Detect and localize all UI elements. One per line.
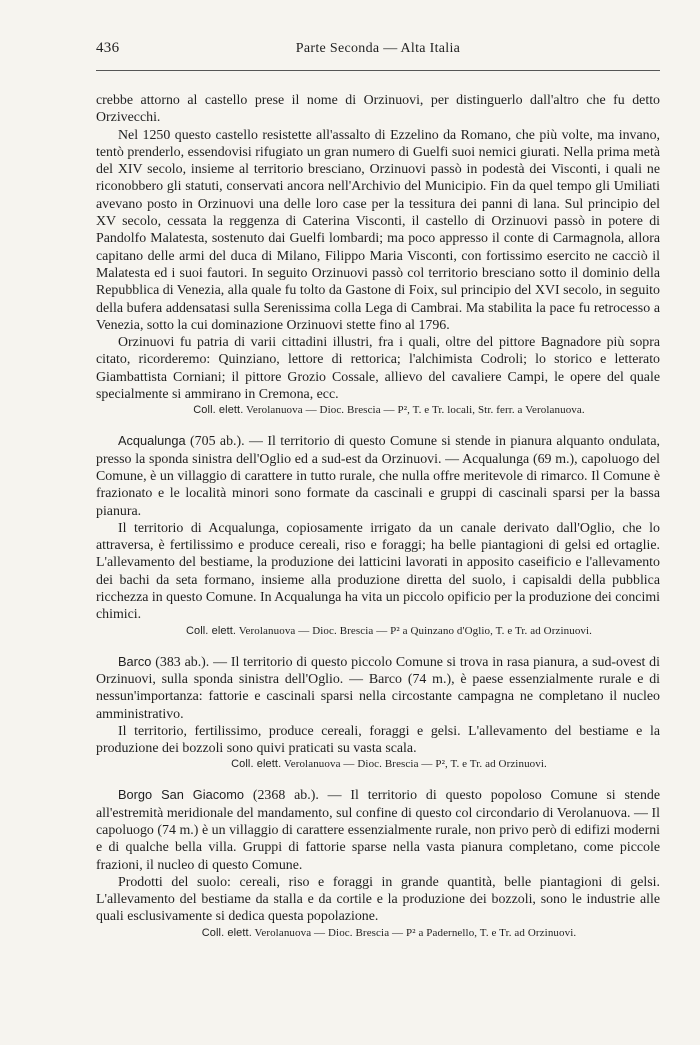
coll-details: Verolanuova — Dioc. Brescia — P², T. e Tr. locali, Str. ferr. a Verolanuova. — [246, 404, 585, 417]
coll-label: Coll. elett. — [201, 926, 252, 939]
running-title: Parte Seconda — Alta Italia — [295, 41, 461, 56]
coll-details: Verolanuova — Dioc. Brescia — P² a Padernello, T. e Tr. ad Orzinuovi. — [254, 926, 577, 939]
entry-text: (705 ab.). — Il territorio di questo Comune si stende in pianura alquanto ondulata, presso la sponda sinistra dell'Oglio ed a sud-est da Orzinuovi. — Acqualunga (69 m.), capoluogo del Comune, è un villaggio di carattere in tutto rurale, che nulla offre meritevole di rimarco. Il Comune è frazionato e le località minori sono formate da cascinali e gruppi di cascinali sparsi per la bassa pianura. — [96, 434, 660, 519]
electoral-info — [96, 624, 660, 639]
coll-details: Verolanuova — Dioc. Brescia — P² a Quinzano d'Oglio, T. e Tr. ad Orzinuovi. — [238, 624, 593, 637]
entry-title: Acqualunga — [118, 433, 186, 449]
coll-label: Coll. elett. — [185, 624, 237, 637]
header-rule — [96, 70, 660, 71]
entry-acqualunga — [96, 432, 660, 638]
electoral-info — [96, 757, 660, 772]
entry-title: Borgo San Giacomo — [118, 787, 244, 803]
page-body — [96, 92, 660, 941]
paragraph: Nel 1250 questo castello resistette all'assalto di Ezzelino da Romano, che più volte, ma invano, tentò prenderlo, essendovisi rifugiato un gran numero di Guelfi suoi nemici giurati. Nella prima metà del XIV secolo, insieme al territorio bresciano, Orzinuovi passò in podestà dei Visconti, i quali ne riconobbero gli statuti, conservati ancora nell'Archivio del Municipio. Fin da quel tempo gli Umiliati avevano posto in Orzinuovi una delle loro case per la tessitura dei panni di lana. Sul principio del XV secolo, cessata la reggenza di Caterina Visconti, il castello di Orzinuovi passò in potere di Pandolfo Malatesta, sostenuto dai Guelfi lombardi; ma poco appresso il conte di Carmagnola, allora capitano delle armi del duca di Milano, Filippo Maria Visconti, con fortissimo esercito ne cacciò il Malatesta ed i suoi fautori. In seguito Orzinuovi passò col territorio bresciano sotto il dominio della Repubblica di Venezia, alla quale fu tolto da Gastone di Foix, sul principio del XVI secolo, in seguito della bufera addensatasi sulla Serenissima colla Lega di Cambrai. Ma stabilita la pace fu retrocesso a Venezia, sotto la cui dominazione Orzinuovi stette fino al 1796. — [96, 127, 660, 333]
section-orzinuovi-continued — [96, 92, 660, 418]
paragraph: Il territorio, fertilissimo, produce cereali, foraggi e gelsi. L'allevamento del bestiame e la produzione dei bozzoli sono quivi praticati su vasta scala. — [96, 723, 660, 757]
page-header — [96, 40, 660, 62]
entry-text: (383 ab.). — Il territorio di questo piccolo Comune si trova in rasa pianura, a sud-ovest di Orzinuovi, sulla sponda sinistra dell'Oglio. — Barco (74 m.), è paese essenzialmente rurale e di nessun'importanza: fattorie e cascinali sparsi nella circostante campagna ne completano il nucleo amministrativo. — [96, 654, 660, 722]
coll-label: Coll. elett. — [231, 758, 282, 771]
electoral-info — [96, 926, 660, 941]
page-number: 436 — [96, 40, 120, 56]
entry-barco — [96, 653, 660, 773]
coll-details: Verolanuova — Dioc. Brescia — P², T. e Tr. ad Orzinuovi. — [283, 758, 547, 771]
paragraph — [96, 432, 660, 519]
coll-label: Coll. elett. — [193, 404, 244, 417]
paragraph — [96, 653, 660, 723]
paragraph: Il territorio di Acqualunga, copiosamente irrigato da un canale derivato dall'Oglio, che lo attraversa, è fertilissimo e produce cereali, riso e foraggi; ha belle piantagioni di gelsi ed ortaglie. L'allevamento del bestiame, la produzione dei latticini lavorati in apposito caseificio e l'allevamento dei bachi da seta formano, insieme alla produzione diretta del suolo, i capisaldi della pubblica ricchezza in questo Comune. In Acqualunga ha vita un piccolo opificio per la produzione dei concimi chimici. — [96, 520, 660, 623]
entry-title: Barco — [118, 653, 152, 669]
paragraph — [96, 786, 660, 873]
paragraph: crebbe attorno al castello prese il nome di Orzinuovi, per distinguerlo dall'altro che fu detto Orzivecchi. — [96, 93, 660, 126]
paragraph: Prodotti del suolo: cereali, riso e foraggi in grande quantità, belle piantagioni di gelsi. L'allevamento del bestiame da stalla e da cortile e la produzione dei bozzoli, sono le industrie alle quali esclusivamente si dedica questa popolazione. — [96, 874, 660, 925]
paragraph: Orzinuovi fu patria di varii cittadini illustri, fra i quali, oltre del pittore Bagnadore più sopra citato, ricorderemo: Quinziano, lettore di rettorica; l'alchimista Codroli; lo storico e letterato Giambattista Corniani; il pittore Grozio Cossale, allievo del cavaliere Campi, le opere del quale specialmente si ammirano in Cremona, ecc. — [96, 335, 660, 403]
entry-text: (2368 ab.). — Il territorio di questo popoloso Comune si stende all'estremità meridionale del mandamento, sul confine di questo col circondario di Verolanuova. — Il capoluogo (74 m.) è un villaggio di carattere essenzialmente rurale, non privo però di edifizi moderni e di qualche bella villa. Gruppi di fattorie sparse nella vasta pianura completano, come piccole frazioni, il nucleo di questo Comune. — [96, 788, 660, 873]
entry-borgo-san-giacomo — [96, 786, 660, 940]
electoral-info — [96, 403, 660, 418]
